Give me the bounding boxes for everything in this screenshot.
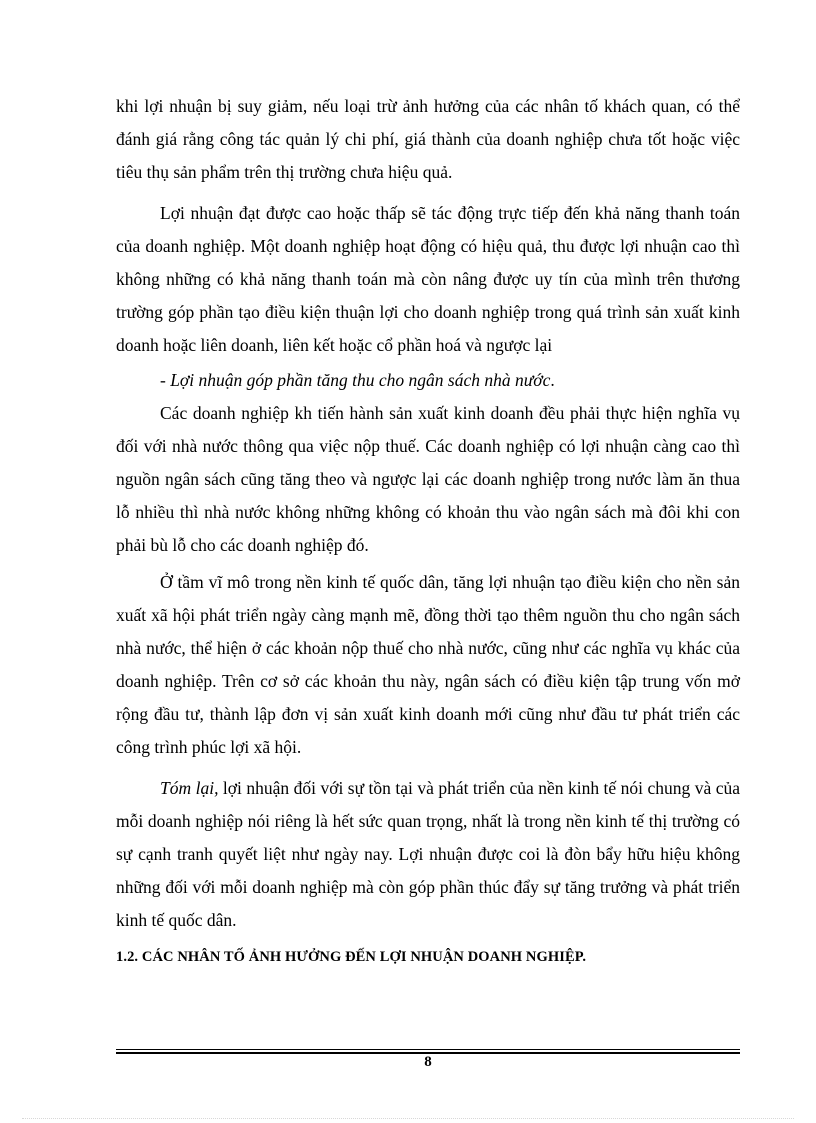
- summary-lead: Tóm lại,: [160, 778, 219, 798]
- paragraph-tax-obligation: Các doanh nghiệp kh tiến hành sản xuất kinh doanh đều phải thực hiện nghĩa vụ đối với nhà nước thông qua việc nộp thuế. Các doanh nghiệp có lợi nhuận càng cao thì nguồn ngân sách cũng tăng theo và ngược lại các doanh nghiệp trong nước làm ăn thua lỗ nhiều thì nhà nước không những không có khoản thu vào ngân sách mà đôi khi con phải bù lỗ cho các doanh nghiệp đó.: [116, 403, 740, 555]
- bullet-budget-contribution: [116, 364, 740, 397]
- bullet-italic-text: Lợi nhuận góp phần tăng thu cho ngân sách nhà nước: [170, 370, 551, 390]
- bullet-period: .: [550, 370, 555, 390]
- paragraph-macro-level: Ở tầm vĩ mô trong nền kinh tế quốc dân, tăng lợi nhuận tạo điều kiện cho nền sản xuất xã hội phát triển ngày càng mạnh mẽ, đồng thời tạo thêm nguồn thu cho ngân sách nhà nước, thể hiện ở các khoản nộp thuế cho nhà nước, cũng như các nghĩa vụ khác của doanh nghiệp. Trên cơ sở các khoản thu này, ngân sách có điều kiện tập trung vốn mở rộng đầu tư, thành lập đơn vị sản xuất kinh doanh mới cũng như đầu tư phát triển các công trình phúc lợi xã hội.: [116, 572, 740, 757]
- summary-text: lợi nhuận đối với sự tồn tại và phát triển của nền kinh tế nói chung và của mỗi doanh nghiệp nói riêng là hết sức quan trọng, nhất là trong nền kinh tế thị trường có sự cạnh tranh quyết liệt như ngày nay. Lợi nhuận được coi là đòn bẩy hữu hiệu không những đối với mỗi doanh nghiệp mà còn góp phần thúc đẩy sự tăng trưởng và phát triển kinh tế quốc dân.: [116, 778, 740, 930]
- footer-rule-thin: [116, 1049, 740, 1050]
- page-number: 8: [424, 1054, 432, 1070]
- paragraph-profit-decline: khi lợi nhuận bị suy giảm, nếu loại trừ ảnh hưởng của các nhân tố khách quan, có thể đánh giá rằng công tác quản lý chi phí, giá thành của doanh nghiệp chưa tốt hoặc việc tiêu thụ sản phẩm trên thị trường chưa hiệu quả.: [116, 96, 740, 182]
- page-edge-dotted-line: [22, 1118, 794, 1119]
- document-body: [116, 90, 740, 974]
- paragraph-summary: [116, 772, 740, 937]
- section-heading: 1.2. CÁC NHÂN TỐ ẢNH HƯỞNG ĐẾN LỢI NHUẬN DOANH NGHIỆP.: [116, 949, 587, 965]
- bullet-dash: -: [160, 370, 171, 390]
- paragraph-payment-ability: Lợi nhuận đạt được cao hoặc thấp sẽ tác động trực tiếp đến khả năng thanh toán của doanh nghiệp. Một doanh nghiệp hoạt động có hiệu quả, thu được lợi nhuận cao thì không những có khả năng thanh toán mà còn nâng được uy tín của mình trên thương trường góp phần tạo điều kiện thuận lợi cho doanh nghiệp trong quá trình sản xuất kinh doanh hoặc liên doanh, liên kết hoặc cổ phần hoá và ngược lại: [116, 203, 740, 355]
